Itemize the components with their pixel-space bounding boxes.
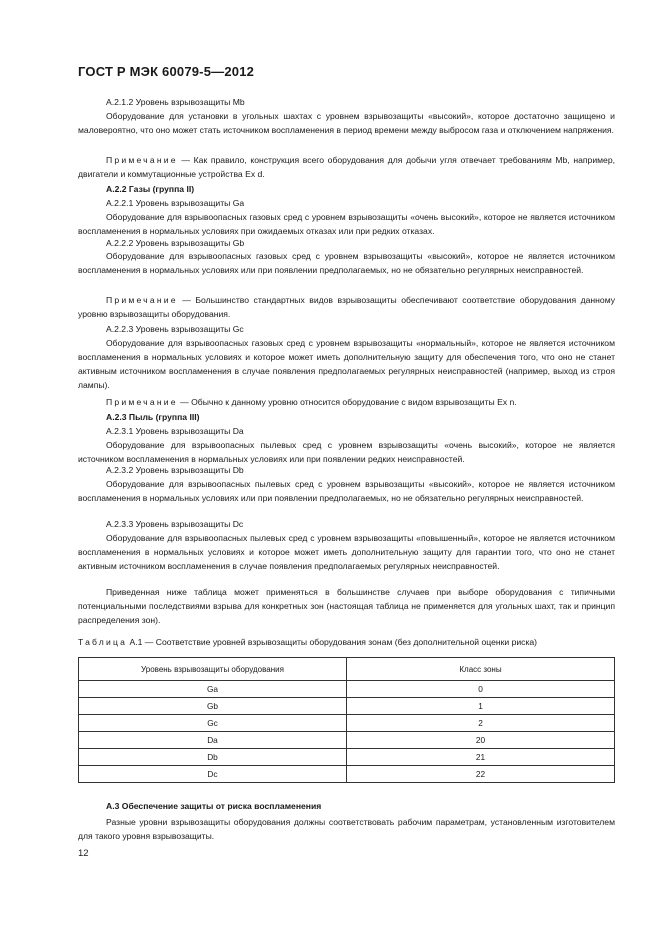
page-header-title: ГОСТ Р МЭК 60079-5—2012 (78, 64, 255, 79)
closing-paragraph: Приведенная ниже таблица может применяться в большинстве случаев при выборе оборудования с типичными потенциальными последствиями взрыва для конкретных зон (настоящая таблица не применяется для угольных шахт, так и принцип распределения зон). (78, 587, 615, 625)
note-a2-1-2 (78, 153, 615, 181)
table-row (79, 766, 615, 783)
table-caption-label: Таблица (78, 637, 128, 647)
section-a2-3-3-heading: А.2.3.3 Уровень взрывозащиты Dc (106, 519, 244, 529)
note-text: — Большинство стандартных видов взрывозащиты обеспечивают соответствие оборудования данному уровню взрывозащиты оборудования. (78, 295, 616, 319)
section-a2-3-2-text: Оборудование для взрывоопасных пылевых сред с уровнем взрывозащиты «высокий», которое не является источником воспламенения в нормальных условиях или при появлении предполагаемых, но не обязательно регулярных неисправностей. (78, 479, 615, 503)
section-a2-2-1-text: Оборудование для взрывоопасных газовых сред с уровнем взрывозащиты «очень высокий», которое не является источником воспламенения в нормальных условиях при ожидаемых отказах или при редких отказах. (78, 212, 615, 236)
section-a3-text: Разные уровни взрывозащиты оборудования должны соответствовать рабочим параметрам, установленным изготовителем для такого уровня взрывозащиты. (78, 817, 615, 841)
table-cell-zone: 1 (347, 698, 615, 715)
zone-table (78, 657, 615, 783)
table-row (79, 732, 615, 749)
section-a2-1-2-heading: А.2.1.2 Уровень взрывозащиты Mb (106, 97, 245, 107)
note-text: — Как правило, конструкция всего оборудования для добычи угля отвечает требованиям Mb, например, двигатели и коммутационные устройства Ex d. (78, 155, 615, 179)
section-a2-2-3-text: Оборудование для взрывоопасных газовых сред с уровнем взрывозащиты «нормальный», которое не является источником воспламенения в нормальных условиях и которое может иметь дополнительную защиту для обеспечения того, что оно не станет активным источником воспламенения в случае появления предполагаемых регулярных неисправностей (например, выход из строя лампы). (78, 338, 615, 390)
table-row (79, 681, 615, 698)
table-cell-zone: 21 (347, 749, 615, 766)
note-label: Примечание (106, 295, 178, 305)
section-a2-2-2-text: Оборудование для взрывоопасных газовых сред с уровнем взрывозащиты «высокий», которое не является источником воспламенения в нормальных условиях или при появлении предполагаемых, но не обязательно регулярных неисправностей. (78, 251, 615, 275)
table-cell-level: Gb (79, 698, 347, 715)
table-cell-zone: 20 (347, 732, 615, 749)
table-caption (78, 637, 537, 647)
table-cell-level: Ga (79, 681, 347, 698)
table-cell-zone: 22 (347, 766, 615, 783)
section-a3-heading: А.3 Обеспечение защиты от риска воспламенения (106, 801, 322, 811)
section-a2-1-2-text: Оборудование для установки в угольных шахтах с уровнем взрывозащиты «высокий», которое достаточно защищено и маловероятно, что оно может стать источником воспламенения в период времени между выбросом газа и отключением напряжения. (78, 111, 615, 135)
note-label: Примечание (106, 397, 178, 407)
note-a2-2-2 (78, 293, 615, 321)
section-a2-2-heading: А.2.2 Газы (группа II) (106, 184, 195, 194)
table-caption-text: А.1 — Соответствие уровней взрывозащиты оборудования зонам (без дополнительной оценки риска) (129, 637, 538, 647)
table-cell-level: Gc (79, 715, 347, 732)
table-header-level: Уровень взрывозащиты оборудования (79, 658, 347, 681)
table-row (79, 715, 615, 732)
section-a2-2-1-heading: А.2.2.1 Уровень взрывозащиты Ga (106, 198, 245, 208)
table-cell-level: Db (79, 749, 347, 766)
note-label: Примечание (106, 155, 178, 165)
page-number: 12 (78, 848, 89, 859)
table-cell-level: Da (79, 732, 347, 749)
table-row (79, 698, 615, 715)
table-row (79, 749, 615, 766)
table-cell-zone: 0 (347, 681, 615, 698)
note-text: — Обычно к данному уровню относится оборудование с видом взрывозащиты Ex n. (180, 397, 517, 407)
section-a2-2-2-heading: А.2.2.2 Уровень взрывозащиты Gb (106, 238, 245, 248)
section-a2-3-heading: А.2.3 Пыль (группа III) (106, 412, 200, 422)
table-cell-zone: 2 (347, 715, 615, 732)
section-a2-2-3-heading: А.2.2.3 Уровень взрывозащиты Gc (106, 324, 244, 334)
table-header-zone: Класс зоны (347, 658, 615, 681)
section-a2-3-1-text: Оборудование для взрывоопасных пылевых сред с уровнем взрывозащиты «очень высокий», которое не является источником воспламенения в нормальных условиях или при появлении редких неисправностей. (78, 440, 615, 464)
table-cell-level: Dc (79, 766, 347, 783)
note-a2-2-3 (78, 395, 615, 409)
section-a2-3-2-heading: А.2.3.2 Уровень взрывозащиты Db (106, 465, 244, 475)
table-header-row (79, 658, 615, 681)
section-a2-3-3-text: Оборудование для взрывоопасных пылевых сред с уровнем взрывозащиты «повышенный», которое не является источником воспламенения в нормальных условиях и которое может иметь дополнительную защиту для гарантии того, что оно не станет активным источником воспламенения в случае появления предполагаемых регулярных неисправностей. (78, 533, 615, 571)
section-a2-3-1-heading: А.2.3.1 Уровень взрывозащиты Da (106, 426, 244, 436)
